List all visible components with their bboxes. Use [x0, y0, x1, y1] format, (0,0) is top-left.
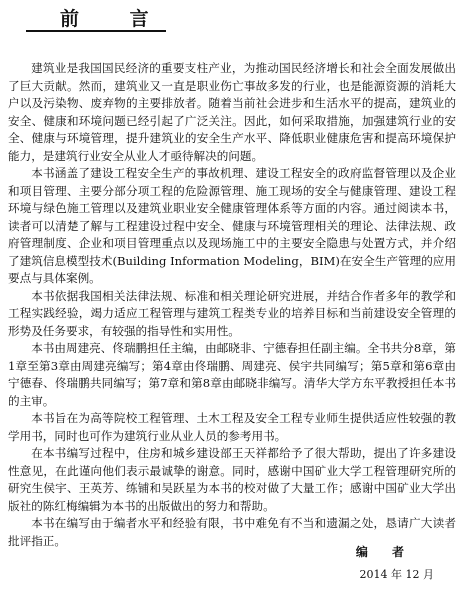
page-header [0, 0, 464, 34]
title-underline [26, 30, 166, 32]
page-title: 前 言 [60, 8, 171, 30]
paragraph: 在本书编写过程中，住房和城乡建设部王天祥都给予了很大帮助，提出了许多建设性意见，在此谨向他们表示最诚挚的谢意。同时，感谢中国矿业大学工程管理研究所的研究生侯宇、王英芳、练铺和吴跃星为本书的校对做了大量工作；感谢中国矿业大学出版社的陈红梅编辑为本书的出版做出的努力和帮助。 [8, 446, 456, 513]
paragraph: 建筑业是我国国民经济的重要支柱产业，为推动国民经济增长和社会全面发展做出了巨大贡献。然而，建筑业又一直是职业伤亡事故多发的行业，也是能源资源的消耗大户以及污染物、废弃物的主要排放者。随着当前社会进步和生活水平的提高，建筑业的安全、健康和环境问题已经引起了广泛关注。因此，如何采取措施，加强建筑行业的安全、健康与环境管理，提升建筑业的安全生产水平、降低职业健康危害和提高环境保护能力，是建筑行业安全从业人才亟待解决的问题。 [8, 61, 456, 163]
paragraph: 本书涵盖了建设工程安全生产的事故机理、建设工程安全的政府监督管理以及企业和项目管理、主要分部分项工程的危险源管理、施工现场的安全与健康管理、建设工程环境与绿色施工管理以及建筑业职业安全健康管理体系等方面的内容。通过阅读本书，读者可以清楚了解与工程建设过程中安全、健康与环境管理相关的理论、法律法规、政府管理制度、企业和项目管理重点以及现场施工中的主要安全隐患与处置方式，并介绍了建筑信息模型技术(Building Information Modeling，BIM)在安全生产管理的应用要点与具体案例。 [8, 166, 456, 285]
paragraph: 本书在编写由于编者水平和经验有限，书中难免有不当和遗漏之处，恳请广大读者批评指正。 [8, 516, 456, 548]
signature-author: 编 者 [355, 545, 414, 559]
signature-date: 2014 年 12 月 [359, 568, 434, 581]
preface-body [8, 60, 456, 550]
paragraph: 本书由周建亮、佟瑞鹏担任主编，由邮晓非、宁德春担任副主编。全书共分8章，第1章至第3章由周建亮编写；第4章由佟瑞鹏、周建亮、侯宇共同编写；第5章和第6章由宁德春、佟瑞鹏共同编写；第7章和第8章由邮晓非编写。清华大学方东平教授担任本书的主审。 [8, 341, 456, 408]
paragraph: 本书旨在为高等院校工程管理、土木工程及安全工程专业师生提供适应性较强的教学用书，同时也可作为建筑行业从业人员的参考用书。 [8, 411, 456, 443]
paragraph: 本书依据我国相关法律法规、标准和相关理论研究进展，并结合作者多年的教学和工程实践经验，竭力适应工程管理与建筑工程类专业的培养目标和当前建设安全管理的形势及任务要求，有较强的指导性和实用性。 [8, 288, 456, 338]
